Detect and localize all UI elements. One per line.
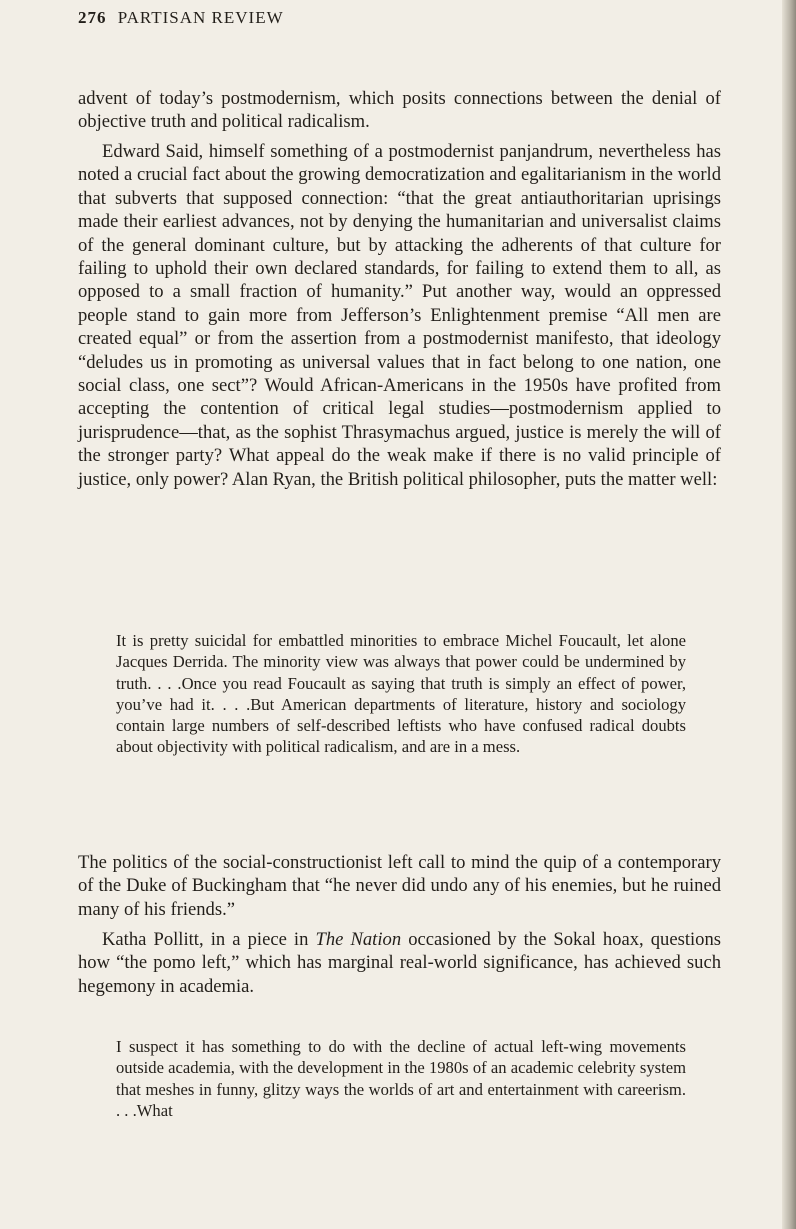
block-quote-ryan: It is pretty suicidal for embattled minorities to embrace Michel Foucault, let alone Jacques Derrida. The minority view was always that power could be undermined by truth. . . .Once you read Foucault as saying that truth is simply an effect of power, you’ve had it. . . .But American departments of literature, history and sociology contain large numbers of self-described leftists who have confused radical doubts about objectivity with political radicalism, and are in a mess.	[116, 631, 686, 757]
page-number: 276	[78, 8, 107, 27]
paragraph-2: Edward Said, himself something of a postmodernist panjandrum, nevertheless has noted a crucial fact about the growing democratization and egalitarianism in the world that subverts that supposed connection: “that the great antiauthoritarian uprisings made their earliest advances, not by denying the humanitarian and universalist claims of the general dominant culture, but by attacking the adherents of that culture for failing to uphold their own declared standards, for failing to extend them to all, as opposed to a small fraction of humanity.” Put another way, would an oppressed people stand to gain more from Jefferson’s Enlightenment premise “All men are created equal” or from the assertion from a postmodernist manifesto, that ideology “deludes us in promoting as universal values that in fact belong to one nation, one social class, one sect”? Would African-Americans in the 1950s have profited from accepting the contention of critical legal studies—postmodernism applied to jurisprudence—that, as the sophist Thrasymachus argued, justice is merely the will of the stronger party? What appeal do the weak make if there is no valid principle of justice, only power? Alan Ryan, the British political philosopher, puts the matter well:	[78, 141, 721, 490]
magazine-title: The Nation	[315, 929, 402, 950]
journal-title: PARTISAN REVIEW	[117, 8, 284, 27]
paragraph-4-end: occasioned by the Sokal hoax, questions how “the pomo left,” which has marginal real-world significance, has achieved such hegemony in academia.	[78, 929, 721, 997]
paragraph-4-start: Katha Pollitt, in a piece in	[102, 929, 316, 950]
running-head	[78, 8, 284, 28]
page-edge	[782, 0, 796, 1229]
block-quote-pollitt: I suspect it has something to do with the decline of actual left-wing movements outside academia, with the development in the 1980s of an academic celebrity system that meshes in funny, glitzy ways the worlds of art and entertainment with careerism. . . .What	[116, 1037, 686, 1120]
paragraph-4	[78, 928, 721, 998]
paragraph-3: The politics of the social-constructionist left call to mind the quip of a contemporary of the Duke of Buckingham that “he never did undo any of his enemies, but he ruined many of his friends.”	[78, 852, 721, 920]
paragraph-1: advent of today’s postmodernism, which posits connections between the denial of objective truth and political radicalism.	[78, 88, 721, 133]
